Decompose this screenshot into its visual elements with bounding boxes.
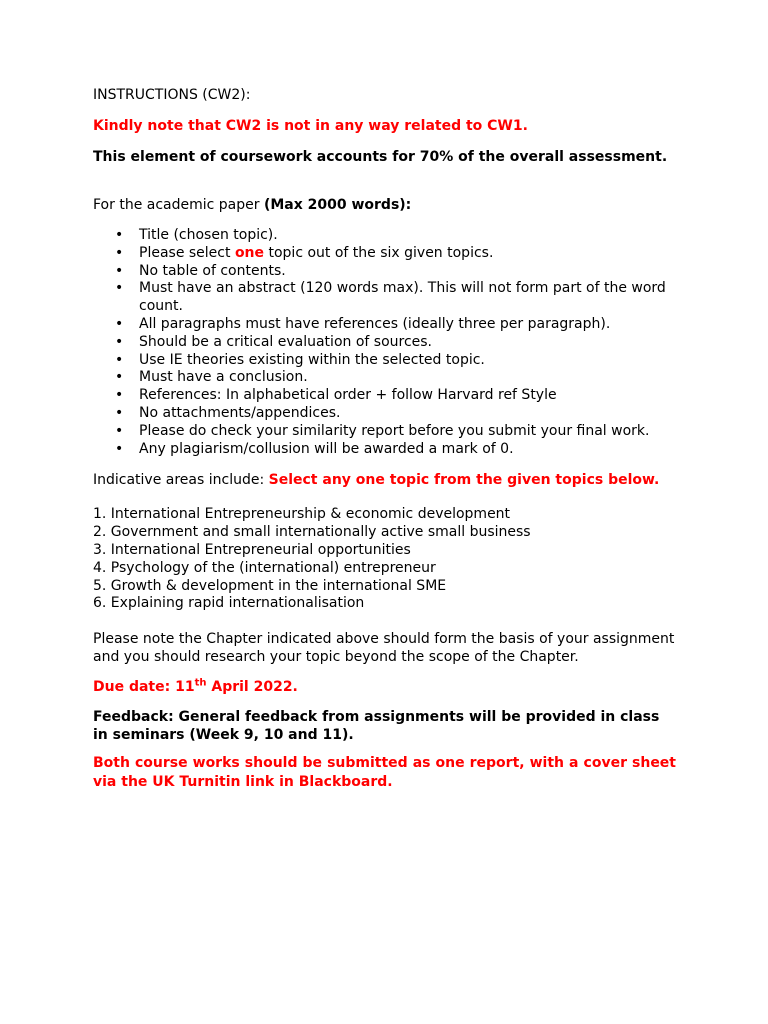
cw-relation-note: Kindly note that CW2 is not in any way related to CW1. [93, 118, 528, 134]
topics-list [93, 506, 676, 613]
due-date-prefix: Due date: 11 [93, 679, 195, 696]
due-date-rest: April 2022. [206, 679, 298, 696]
highlight-one: one [234, 244, 265, 261]
feedback-note: Feedback: General feedback from assignments will be provided in class in seminars (Week 9, 10 and 11). [93, 709, 660, 744]
topic-item: 6. Explaining rapid internationalisation [93, 595, 365, 612]
chapter-note: Please note the Chapter indicated above should form the basis of your assignment and you should research your topic beyond the scope of the Chapter. [93, 631, 675, 666]
requirement-item [139, 245, 676, 263]
instructions-heading: INSTRUCTIONS (CW2): [93, 87, 251, 103]
requirement-item: • Please do check your similarity report before you submit your final work. [139, 423, 676, 441]
paper-intro-text: For the academic paper [93, 197, 264, 213]
requirement-item: • Any plagiarism/collusion will be awarded a mark of 0. [139, 441, 676, 459]
select-topic-note: Select any one topic from the given topics below. [268, 472, 660, 489]
requirement-text: topic out of the six given topics. [264, 244, 494, 261]
topic-item: 3. International Entrepreneurial opportunities [93, 541, 411, 558]
indicative-areas [93, 471, 676, 489]
requirement-item: • Use IE theories existing within the selected topic. [139, 352, 676, 370]
weighting-note: This element of coursework accounts for 70% of the overall assessment. [93, 149, 668, 165]
due-date-suffix: th [194, 677, 207, 689]
requirement-item: • Title (chosen topic). [139, 227, 676, 245]
topic-item: 5. Growth & development in the international SME [93, 577, 447, 594]
due-date [93, 678, 676, 696]
requirement-item: • No attachments/appendices. [139, 405, 676, 423]
requirement-item: • Must have a conclusion. [139, 369, 676, 387]
topic-item: 2. Government and small internationally active small business [93, 524, 531, 541]
indicative-text: Indicative areas include: [93, 472, 269, 489]
academic-paper-intro [93, 196, 676, 214]
requirement-item: • No table of contents. [139, 263, 676, 281]
topic-item: 4. Psychology of the (international) entrepreneur [93, 559, 436, 576]
word-limit: (Max 2000 words): [263, 197, 412, 213]
requirement-item: • Must have an abstract (120 words max). This will not form part of the word count. [139, 280, 676, 316]
requirement-text: Please select [139, 244, 235, 261]
topic-item: 1. International Entrepreneurship & economic development [93, 506, 511, 523]
requirement-item: • All paragraphs must have references (ideally three per paragraph). [139, 316, 676, 334]
submission-note: Both course works should be submitted as one report, with a cover sheet via the UK Turnitin link in Blackboard. [93, 755, 676, 790]
requirement-item: • References: In alphabetical order + follow Harvard ref Style [139, 387, 676, 405]
requirement-item: • Should be a critical evaluation of sources. [139, 334, 676, 352]
requirements-list [93, 227, 676, 458]
